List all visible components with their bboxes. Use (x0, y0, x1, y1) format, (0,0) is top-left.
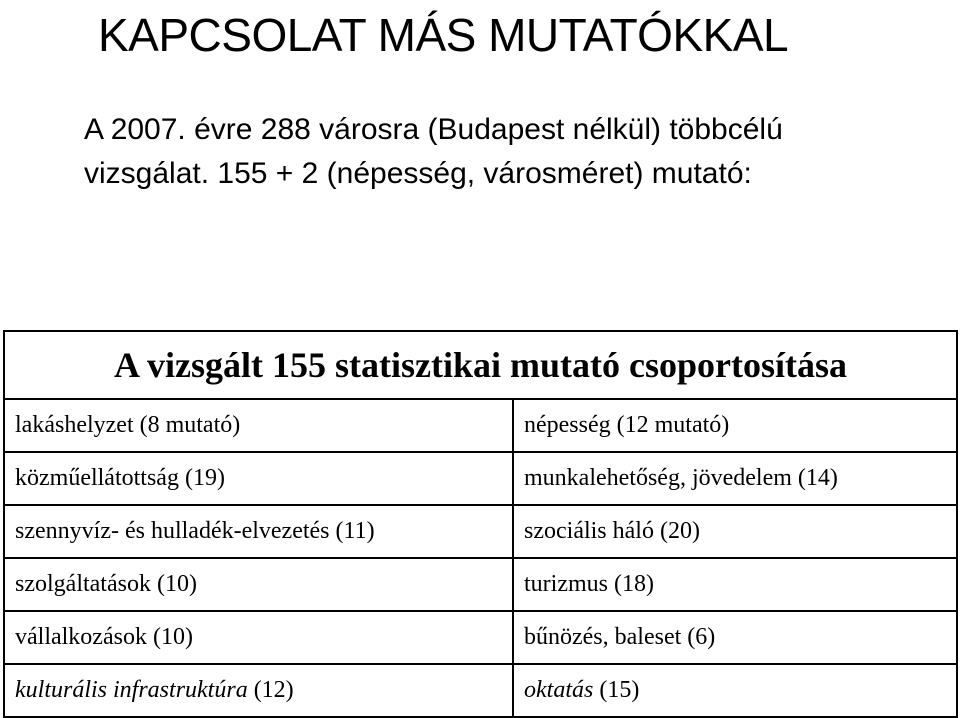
cell-count-text: (12) (247, 677, 294, 703)
intro-line-1: A 2007. évre 288 városra (Budapest nélkül) többcélú (84, 113, 783, 146)
intro-text (84, 108, 944, 196)
table-row (4, 558, 957, 611)
cell-italic-text: oktatás (524, 677, 594, 703)
table-cell: népesség (12 mutató) (513, 399, 957, 452)
table-row (4, 505, 957, 558)
table-cell: közműellátottság (19) (4, 452, 513, 505)
table-cell: turizmus (18) (513, 558, 957, 611)
cell-count-text: (15) (593, 677, 640, 703)
table-header: A vizsgált 155 statisztikai mutató csoportosítása (4, 331, 957, 399)
table-cell: lakáshelyzet (8 mutató) (4, 399, 513, 452)
table-cell: szociális háló (20) (513, 505, 957, 558)
table-row (4, 399, 957, 452)
cell-italic-text: kulturális infrastruktúra (15, 677, 248, 703)
table-cell (4, 664, 513, 717)
table-cell (513, 664, 957, 717)
table-cell: szolgáltatások (10) (4, 558, 513, 611)
slide-title: KAPCSOLAT MÁS MUTATÓKKAL (98, 9, 789, 61)
intro-line-2: vizsgálat. 155 + 2 (népesség, városméret) mutató: (84, 157, 752, 190)
table-row (4, 611, 957, 664)
table-row (4, 452, 957, 505)
table-cell: bűnözés, baleset (6) (513, 611, 957, 664)
indicator-groups-table (3, 330, 958, 718)
table-cell: szennyvíz- és hulladék-elvezetés (11) (4, 505, 513, 558)
table-header-row (4, 331, 957, 399)
table-cell: munkalehetőség, jövedelem (14) (513, 452, 957, 505)
table-cell: vállalkozások (10) (4, 611, 513, 664)
table-row-last (4, 664, 957, 717)
